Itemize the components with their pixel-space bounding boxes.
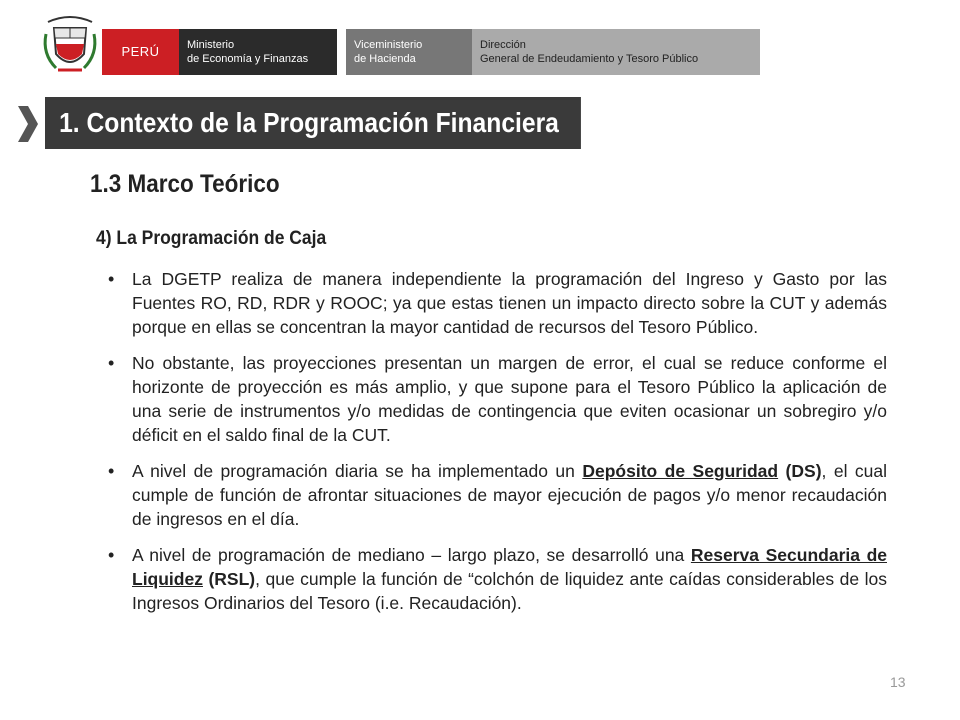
subsection-title: 1.3 Marco Teórico [90, 170, 280, 198]
section-title-banner: 1. Contexto de la Programación Financiera [45, 97, 581, 149]
peru-coat-of-arms-icon [40, 14, 100, 76]
bullet-dot-icon: • [108, 461, 115, 481]
direction-label: Dirección General de Endeudamiento y Tesoro Público [472, 29, 760, 75]
bullet-list [104, 267, 887, 627]
bullet-dot-icon: • [108, 545, 115, 565]
list-item: • No obstante, las proyecciones presentan un margen de error, el cual se reduce conforme el horizonte de proyección es más amplio, y que supone para el Tesoro Público la aplicación de una serie de instrumentos y/o medidas de contingencia que eviten ocasionar un sobregiro y/o déficit en el saldo final de la CUT. [108, 353, 887, 445]
ministry-label: Ministerio de Economía y Finanzas [179, 29, 337, 75]
list-item: • A nivel de programación de mediano – largo plazo, se desarrolló una Reserva Secundaria de Liquidez (RSL), que cumple la función de “colchón de liquidez ante caídas considerables de los Ingresos Ordinarios del Tesoro (i.e. Recaudación). [108, 545, 887, 613]
chevron-right-icon [14, 104, 40, 144]
list-item: • La DGETP realiza de manera independiente la programación del Ingreso y Gasto por las Fuentes RO, RD, RDR y ROOC; ya que estas tienen un impacto directo sobre la CUT y además porque en ellas se concentran la mayor cantidad de recursos del Tesoro Público. [108, 269, 887, 337]
bullet-dot-icon: • [108, 269, 115, 289]
bullet-dot-icon: • [108, 353, 115, 373]
subsubsection-title: 4) La Programación de Caja [96, 228, 327, 249]
viceministry-label: Viceministerio de Hacienda [346, 29, 472, 75]
list-item: • A nivel de programación diaria se ha implementado un Depósito de Seguridad (DS), el cual cumple de función de afrontar situaciones de mayor ejecución de pagos y/o menor recaudación de ingresos en el día. [108, 461, 888, 529]
page-number: 13 [890, 674, 906, 690]
deposito-seguridad-term: Depósito de Seguridad [582, 461, 779, 481]
peru-brand-label: PERÚ [102, 29, 179, 75]
reserva-secundaria-term: Reserva Secundaria de Liquidez [132, 545, 887, 589]
